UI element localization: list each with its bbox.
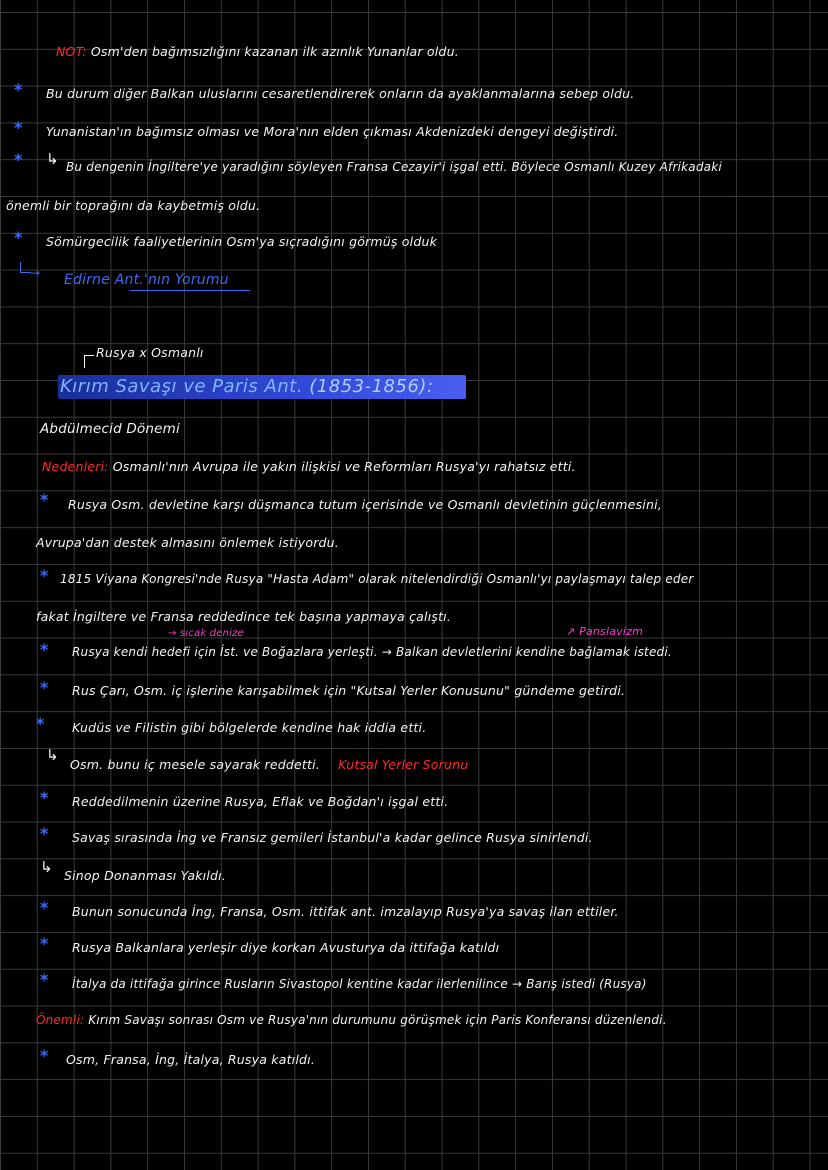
annotation-panslavizm: ↗ Panslavizm	[566, 625, 644, 638]
asterisk-icon: *	[40, 970, 49, 989]
title-main: Kırım Savaşı ve Paris Ant.	[60, 376, 304, 397]
bullet-line: önemli bir toprağını da kaybetmiş oldu.	[6, 198, 261, 213]
asterisk-icon: *	[14, 150, 23, 169]
onemli-line	[36, 1013, 667, 1027]
asterisk-icon: *	[40, 824, 49, 843]
parties: Rusya x Osmanlı	[96, 345, 204, 360]
hook-arrow-icon: ↳	[46, 746, 59, 764]
bullet-line: Bu dengenin İngiltere'ye yaradığını söyleyen Fransa Cezayir'i işgal etti. Böylece Osmanlı Kuzey Afrikadaki	[66, 160, 722, 174]
link-text: Edirne Ant.'nın Yorumu	[64, 272, 229, 288]
arrow-right-icon: →	[30, 266, 41, 280]
bullet-line: İtalya da ittifağa girince Rusların Sivastopol kentine kadar ilerlenilince → Barış istedi (Rusya)	[72, 977, 647, 991]
bullet-line: Rus Çarı, Osm. iç işlerine karışabilmek için "Kutsal Yerler Konusunu" gündeme getirdi.	[72, 683, 626, 698]
bullet-line: fakat İngiltere ve Fransa reddedince tek başına yapmaya çalıştı.	[36, 609, 452, 624]
bullet-line: Avrupa'dan destek almasını önlemek istiyordu.	[36, 535, 339, 550]
asterisk-icon: *	[40, 934, 49, 953]
bullet-line: Sinop Donanması Yakıldı.	[64, 868, 226, 883]
asterisk-icon: *	[14, 80, 23, 99]
bullet-line	[70, 757, 468, 772]
corner-arrow-icon	[84, 355, 94, 368]
bullet-line: Kudüs ve Filistin gibi bölgelerde kendine hak iddia etti.	[72, 720, 427, 735]
hook-arrow-icon: ↳	[40, 858, 53, 876]
bullet-line: 1815 Viyana Kongresi'nde Rusya "Hasta Adam" olarak nitelendirdiği Osmanlı'yı paylaşmayı talep eder	[60, 572, 694, 586]
bullet-line: Rusya kendi hedefi için İst. ve Boğazlara yerleşti. → Balkan devletlerini kendine bağlamak istedi.	[72, 645, 672, 659]
not-label: NOT:	[56, 44, 87, 59]
bullet-line: Osm, Fransa, İng, İtalya, Rusya katıldı.	[66, 1052, 315, 1067]
asterisk-icon: *	[40, 678, 49, 697]
asterisk-icon: *	[40, 898, 49, 917]
bullet-line: Rusya Balkanlara yerleşir diye korkan Avusturya da ittifağa katıldı	[72, 940, 500, 955]
link-underline	[130, 290, 250, 291]
asterisk-icon: *	[40, 566, 49, 585]
asterisk-icon: *	[40, 490, 49, 509]
bullet-line: Sömürgecilik faaliyetlerinin Osm'ya sıçradığını görmüş olduk	[46, 234, 438, 249]
asterisk-icon: *	[40, 640, 49, 659]
bullet-line: Rusya Osm. devletine karşı düşmanca tutum içerisinde ve Osmanlı devletinin güçlenmesini,	[68, 497, 662, 512]
annotation-sicak-denize: → sıcak denize	[168, 628, 244, 639]
bullet-line: Bunun sonucunda İng, Fransa, Osm. ittifak ant. imzalayıp Rusya'ya savaş ilan ettiler.	[72, 904, 619, 919]
b6-text: Osm. bunu iç mesele sayarak reddetti.	[70, 757, 320, 772]
bullet-line: Reddedilmenin üzerine Rusya, Eflak ve Boğdan'ı işgal etti.	[72, 794, 449, 809]
nedenler-text: Osmanlı'nın Avrupa ile yakın ilişkisi ve Reformları Rusya'yı rahatsız etti.	[112, 459, 576, 474]
section-title	[60, 376, 434, 397]
asterisk-icon: *	[14, 228, 23, 247]
nedenler-label: Nedenleri:	[42, 459, 109, 474]
asterisk-icon: *	[14, 118, 23, 137]
reign: Abdülmecid Dönemi	[40, 421, 180, 437]
title-years: (1853-1856):	[309, 376, 434, 397]
note-line	[56, 44, 459, 59]
asterisk-icon: *	[40, 1046, 49, 1065]
onemli-text: Kırım Savaşı sonrası Osm ve Rusya'nın durumunu görüşmek için Paris Konferansı düzenlendi.	[88, 1013, 667, 1027]
asterisk-icon: *	[40, 788, 49, 807]
asterisk-icon: *	[36, 714, 45, 733]
bullet-line: Savaş sırasında İng ve Fransız gemileri İstanbul'a kadar gelince Rusya sinirlendi.	[72, 830, 593, 845]
hook-arrow-icon: ↳	[46, 150, 59, 168]
bullet-line: Bu durum diğer Balkan uluslarını cesaretlendirerek onların da ayaklanmalarına sebep oldu.	[46, 86, 635, 101]
nedenler-line	[42, 459, 576, 474]
bullet-line: Yunanistan'ın bağımsız olması ve Mora'nın elden çıkması Akdenizdeki dengeyi değiştirdi.	[46, 124, 619, 139]
onemli-label: Önemli:	[36, 1013, 85, 1027]
not-text: Osm'den bağımsızlığını kazanan ilk azınlık Yunanlar oldu.	[90, 44, 459, 59]
b6-red-label: Kutsal Yerler Sorunu	[338, 757, 469, 772]
